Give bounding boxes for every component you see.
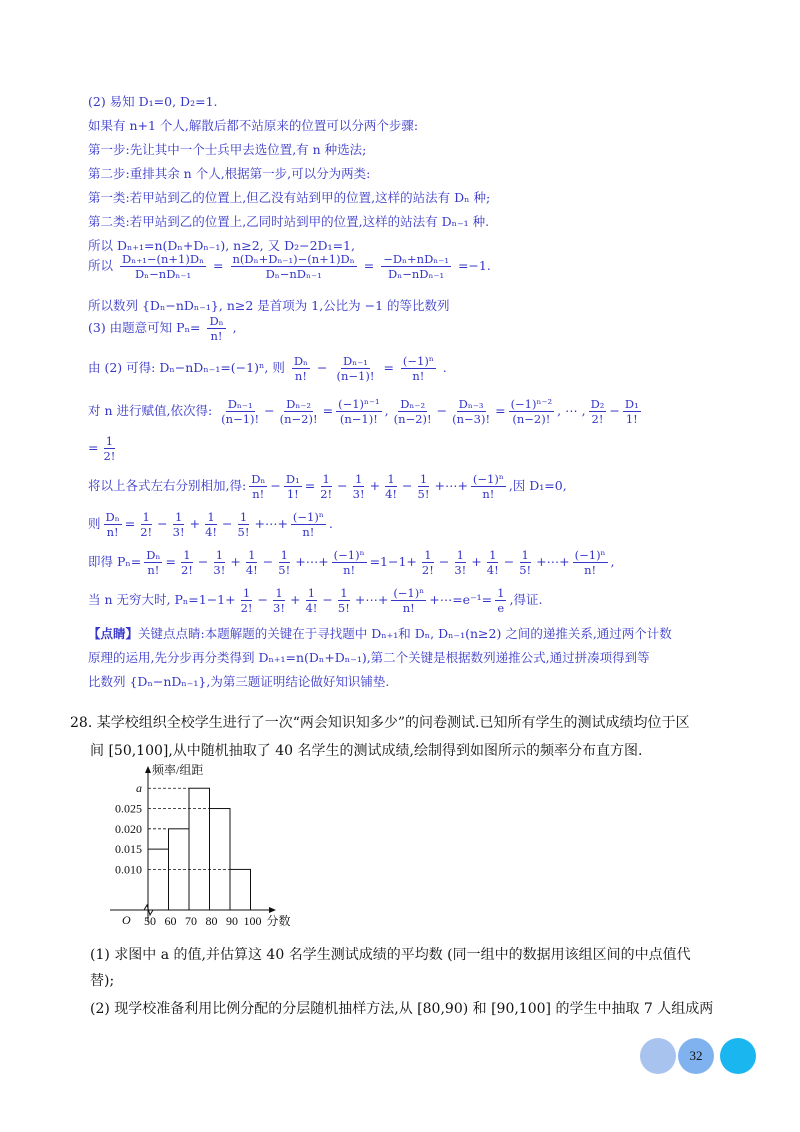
fraction [383,472,399,501]
denominator: 4! [305,601,318,615]
numerator: 1 [183,548,191,562]
denominator: n! [412,369,425,383]
denominator: 3! [213,563,226,577]
text: , [610,554,615,569]
numerator: (−1)ⁿ [472,472,504,486]
x-tick-label: 80 [205,914,218,928]
text: , ⋯ , [557,403,586,418]
numerator: 1 [521,548,529,562]
denominator: n! [147,563,160,577]
denominator: Dₙ−nDₙ₋₁ [388,267,445,281]
fraction [495,586,506,615]
numerator: −Dₙ+nDₙ₋₁ [383,252,449,266]
solution-line-pn-result: 即得 Pₙ= $\frac{\text{Dₙ}}{n!}$ = $\frac{1}{2!}$ − $\frac{1}{3!}$ + $\frac{1}{4!}$ − $\frac{1}{5!}$ +⋯+ $\frac{\text{(−1)ⁿ}}{n!}$ =1−1+ $\frac{1}{2!}$ − $\frac{1}{3!}$ + $\frac{1}{4!}$ − $\frac{1}{5!}$ +⋯+ $\frac{\text{(−1)ⁿ}}{n!}$ , [88,548,615,577]
fraction [276,548,292,577]
solution-line-pn [88,314,237,343]
numerator: 1 [142,510,150,524]
denominator: n! [482,487,495,501]
denominator: Dₙ−nDₙ₋₁ [134,267,192,281]
note-line [88,624,672,642]
denominator: (n−3)! [452,412,491,426]
y-axis-arrow-icon [145,766,151,773]
denominator: 2! [421,563,434,577]
histogram-bar [230,869,251,910]
question-line: 间 [50,100],从中随机抽取了 40 名学生的测试成绩,绘制得到如图所示的频率分布直方图. [90,743,643,759]
solution-line-sum: 将以上各式左右分别相加,得: $\frac{\text{Dₙ}}{n!}$ − $\frac{\text{D₁}}{1!}$ = $\frac{1}{2!}$ − $\frac{1}{3!}$ + $\frac{1}{4!}$ − $\frac{1}{5!}$ +⋯+ $\frac{\text{(−1)ⁿ}}{n!}$ ,因 D₁=0, [88,472,567,501]
numerator: Dₙ₋₂ [400,397,426,411]
solution-line: 如果有 n+1 个人,解散后都不站原来的位置可以分两个步骤: [88,118,419,133]
fraction [138,510,154,539]
numerator: (−1)ⁿ [333,548,365,562]
y-axis-label: 频率/组距 [152,763,204,777]
minus: − [317,360,328,375]
y-tick-label: 0.020 [115,821,142,836]
badge-circle-dark [720,1038,756,1074]
fraction [211,548,227,577]
fraction [452,548,468,577]
fraction [517,548,533,577]
text: . [442,360,447,375]
denominator: (n−1)! [339,412,378,426]
numerator: Dₙ [293,354,309,368]
histogram-bar [189,788,210,910]
numerator: Dₙ₋₁ [343,354,368,368]
text: 当 n 无穷大时, Pₙ=1−1+ [88,592,236,607]
fraction [249,472,267,501]
x-tick-label: 90 [226,914,238,928]
denominator: 2! [140,525,153,539]
fraction [391,586,426,615]
fraction [420,548,436,577]
solution-line: 所以 Dₙ₊₁=n(Dₙ+Dₙ₋₁), n≥2, 又 D₂−2D₁=1, [88,238,355,253]
solution-line-fraction-ratio [88,252,491,281]
numerator: 1 [424,548,432,562]
numerator: Dₙ [105,510,120,524]
solution-line: 第二类:若甲站到乙的位置上,乙同时站到甲的位置,这样的站法有 Dₙ₋₁ 种. [88,214,490,229]
solution-line: 第一类:若甲站到乙的位置上,但乙没有站到甲的位置,这样的站法有 Dₙ 种; [88,190,491,205]
denominator: 2! [180,563,193,577]
denominator: (n−1)! [221,412,260,426]
denominator: 1! [625,412,638,426]
denominator: (n−2)! [512,412,551,426]
fraction [278,397,320,426]
numerator: 1 [280,548,288,562]
denominator: 5! [417,487,430,501]
denominator: 5! [519,563,532,577]
denominator: e [497,601,505,615]
histogram-bar [210,809,231,910]
equals: = [213,258,224,273]
note-tag: 【点睛】 [88,626,139,641]
note-line: 原理的运用,先分步再分类得到 Dₙ₊₁=n(Dₙ+Dₙ₋₁),第二个关键是根据数列递推公式,通过拼凑项得到等 [88,650,650,665]
denominator: 5! [278,563,291,577]
fraction [336,586,352,615]
fraction [219,397,261,426]
bars-group [115,781,291,928]
solution-line: 第一步:先让其中一个士兵甲去选位置,有 n 种选法; [88,142,367,157]
numerator: Dₙ [146,548,161,562]
fraction [332,548,367,577]
text: 由 (2) 可得: Dₙ−nDₙ₋₁=(−1)ⁿ, 则 [88,360,285,375]
solution-line-recurrence [88,354,447,383]
fraction [401,354,436,383]
fraction [303,586,319,615]
denominator: n! [252,487,265,501]
denominator: 2! [320,487,333,501]
equals: = [383,360,394,375]
fraction [179,548,195,577]
numerator: 1 [242,586,251,600]
numerator: D₂ [590,397,605,411]
badge-circle-light [640,1038,676,1074]
numerator: Dₙ₋₁ [227,397,253,411]
text: ,得证. [509,592,543,607]
numerator: 1 [248,548,256,562]
text: 即得 Pₙ= [88,554,142,569]
x-tick-label: 60 [164,914,177,928]
fraction [244,548,260,577]
denominator: 5! [337,601,350,615]
denominator: 2! [591,412,604,426]
denominator: 3! [172,525,185,539]
x-tick-label: 50 [144,914,156,928]
denominator: n! [302,525,315,539]
numerator: 1 [419,472,428,486]
numerator: (−1)ⁿ [574,548,606,562]
numerator: 1 [215,548,224,562]
denominator: 3! [454,563,467,577]
text: +⋯=e⁻¹= [429,592,493,607]
y-tick-label: 0.010 [115,862,142,877]
numerator: (−1)ⁿ⁻² [510,397,553,411]
denominator: 4! [245,563,258,577]
fraction [284,472,302,501]
x-axis-arrow-icon [269,907,276,913]
numerator: 1 [207,510,215,524]
fraction [471,472,506,501]
origin-label: O [122,913,131,927]
page-number: 32 [689,1048,703,1063]
fraction [509,397,555,426]
denominator: n! [294,369,307,383]
fraction [351,472,367,501]
numerator: 1 [340,586,348,600]
equals: = [88,440,99,455]
denominator: 2! [103,449,116,463]
fraction [231,252,357,281]
fraction [207,314,225,343]
denominator: (n−1)! [336,369,375,383]
solution-line: 所以数列 {Dₙ−nDₙ₋₁}, n≥2 是首项为 1,公比为 −1 的等比数列 [88,298,450,313]
fraction [101,434,117,463]
denominator: n! [210,329,223,343]
x-tick-label: 100 [243,914,262,928]
fraction [171,510,187,539]
question-part1: (1) 求图中 a 的值,并估算这 40 名学生测试成绩的平均数 (同一组中的数据用该组区间的中点值代 [90,947,691,963]
fraction [450,397,492,426]
text: (3) 由题意可知 Pₙ= [88,320,201,335]
y-tick-label: a [136,781,142,796]
numerator: 1 [174,510,183,524]
numerator: (−1)ⁿ [292,510,324,524]
numerator: 1 [387,472,395,486]
fraction [292,354,310,383]
text: 将以上各式左右分别相加,得: [88,478,247,493]
fraction [589,397,607,426]
numerator: Dₙ₋₂ [286,397,312,411]
denominator: 4! [205,525,218,539]
fraction [336,397,382,426]
fraction [236,510,252,539]
solution-line: 第二步:重排其余 n 个人,根据第一步,可以分为两类: [88,166,371,181]
equals: = [363,258,375,273]
solution-line-limit: 当 n 无穷大时, Pₙ=1−1+ $\frac{1}{2!}$ − $\frac{1}{3!}$ + $\frac{1}{4!}$ − $\frac{1}{5!}$ +⋯+ $\frac{\text{(−1)ⁿ}}{n!}$ +⋯=e⁻¹= $\frac{1}{e}$ ,得证. [88,586,543,615]
numerator: 1 [275,586,283,600]
text: =−1. [457,258,491,273]
fraction [623,397,641,426]
denominator: n! [106,525,119,539]
denominator: 4! [385,487,398,501]
fraction [573,548,608,577]
denominator: 3! [352,487,365,501]
solution-line-assign: 对 n 进行赋值,依次得: $\frac{\text{Dₙ₋₁}}{(n-1)!}$ − $\frac{\text{Dₙ₋₂}}{(n-2)!}$ = $\frac{\text{(−1)ⁿ⁻¹}}{(n-1)!}$ , $\frac{\text{Dₙ₋₂}}{(n-2)!}$ − $\frac{\text{Dₙ₋₃}}{(n-3)!}$ = $\frac{\text{(−1)ⁿ⁻²}}{(n-2)!}$ , ⋯ , $\frac{\text{D₂}}{2!}$ − $\frac{\text{D₁}}{1!}$ [88,397,639,426]
denominator: (n−2)! [393,412,432,426]
numerator: 1 [239,510,248,524]
denominator: 3! [273,601,285,615]
fraction [203,510,219,539]
numerator: 1 [322,472,330,486]
numerator: Dₙ₋₃ [458,397,484,411]
numerator: 1 [456,548,464,562]
denominator: 2! [240,601,253,615]
numerator: (−1)ⁿ [393,586,425,600]
fraction [334,354,376,383]
fraction [381,252,451,281]
numerator: 1 [105,434,114,448]
numerator: 1 [489,548,497,562]
text: 对 n 进行赋值,依次得: [88,403,213,418]
denominator: (n−2)! [279,412,318,426]
fraction [416,472,432,501]
denominator: n! [584,563,597,577]
text: , [232,320,237,335]
denominator: Dₙ−nDₙ₋₁ [265,267,322,281]
histogram-bar [148,849,169,910]
note-text: 关键点点睛:本题解题的关键在于寻找题中 Dₙ₊₁和 Dₙ, Dₙ₋₁(n≥2) 之间的递推关系,通过两个计数 [138,626,672,641]
note-line: 比数列 {Dₙ−nDₙ₋₁},为第三题证明结论做好知识铺垫. [88,674,390,689]
y-tick-label: 0.015 [115,842,142,857]
numerator: 1 [354,472,363,486]
numerator: Dₙ₊₁−(n+1)Dₙ [122,252,205,266]
numerator: (−1)ⁿ [402,354,434,368]
fraction [318,472,334,501]
denominator: n! [343,563,356,577]
fraction [291,510,326,539]
numerator: 1 [497,586,505,600]
solution-line-half [88,434,120,463]
fraction [392,397,434,426]
x-tick-label: 70 [185,914,197,928]
question-part2: (2) 现学校准备利用比例分配的分层随机抽样方法,从 [80,90) 和 [90,100] 的学生中抽取 7 人组成两 [90,1001,714,1017]
numerator: D₁ [285,472,300,486]
denominator: n! [402,601,415,615]
fraction [271,586,287,615]
text: ,因 D₁=0, [508,478,567,493]
fraction [239,586,255,615]
fraction [120,252,206,281]
numerator: Dₙ [251,472,266,486]
solution-line-then: 则 $\frac{\text{Dₙ}}{n!}$ = $\frac{1}{2!}$ − $\frac{1}{3!}$ + $\frac{1}{4!}$ − $\frac{1}{5!}$ +⋯+ $\frac{\text{(−1)ⁿ}}{n!}$ . [88,510,333,539]
y-tick-label: 0.025 [115,801,142,816]
denominator: 1! [286,487,299,501]
histogram-chart [100,762,430,942]
page-number-badge [640,1036,760,1076]
fraction [144,548,162,577]
numerator: (−1)ⁿ⁻¹ [338,397,380,411]
numerator: n(Dₙ+Dₙ₋₁)−(n+1)Dₙ [232,252,355,266]
numerator: 1 [307,586,316,600]
numerator: D₁ [624,397,639,411]
text: 所以 [88,258,114,273]
fraction [104,510,122,539]
denominator: 5! [237,525,250,539]
question-line: 28. 某学校组织全校学生进行了一次“两会知识知多少”的问卷测试.已知所有学生的测试成绩均位于区 [70,715,690,731]
solution-line: (2) 易知 D₁=0, D₂=1. [88,94,218,109]
fraction [485,548,501,577]
question-part1-cont: 替); [90,973,115,989]
numerator: Dₙ [209,314,224,328]
denominator: 4! [486,563,499,577]
x-axis-label: 分数 [266,914,291,928]
text: 则 [88,516,101,531]
